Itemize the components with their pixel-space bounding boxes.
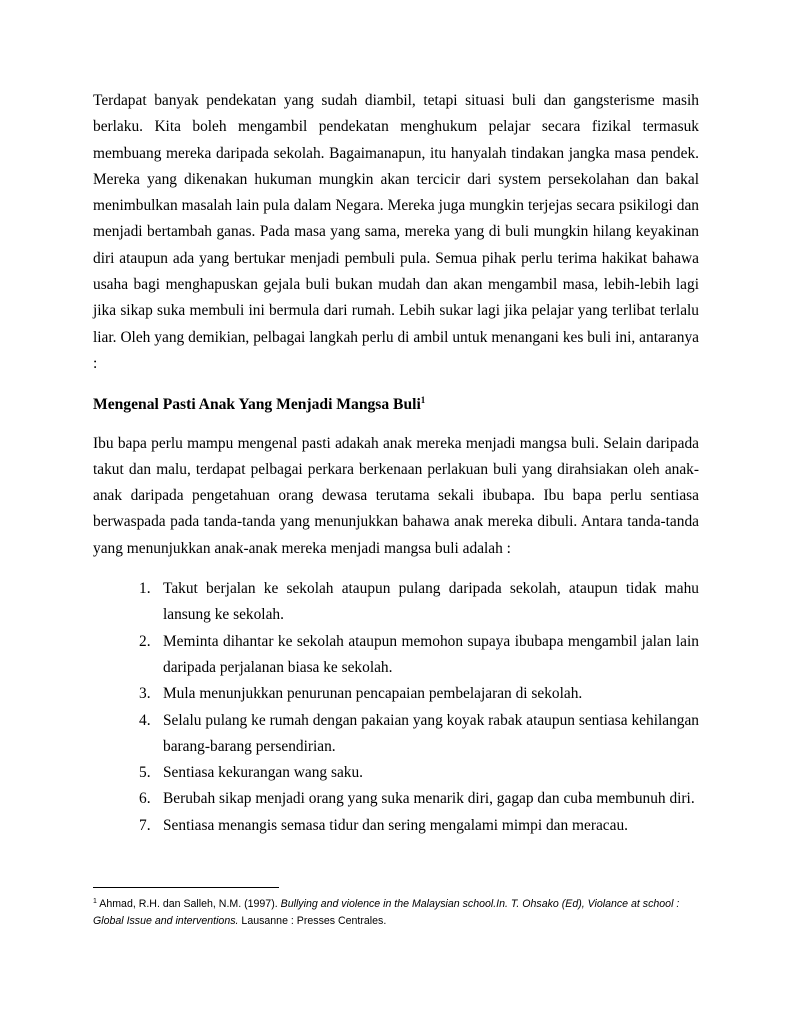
footnote xyxy=(93,896,699,930)
list-item-number: 4. xyxy=(139,711,151,729)
list-item-text: Takut berjalan ke sekolah ataupun pulang daripada sekolah, ataupun tidak mahu lansung ke sekolah. xyxy=(163,580,699,624)
footnote-authors: Ahmad, R.H. dan Salleh, N.M. (1997). xyxy=(99,898,278,910)
section-heading xyxy=(93,392,699,418)
list-item-number: 3. xyxy=(139,685,151,703)
list-item-text: Selalu pulang ke rumah dengan pakaian yang koyak rabak ataupun sentiasa kehilangan barang-barang persendirian. xyxy=(163,711,699,755)
list-item xyxy=(139,576,699,629)
footnote-title: Bullying and violence in the Malaysian school.In. T. Ohsako (Ed), Violance at school : Global Issue and interventions. xyxy=(93,898,680,927)
section-paragraph: Ibu bapa perlu mampu mengenal pasti adakah anak mereka menjadi mangsa buli. Selain daripada takut dan malu, terdapat pelbagai perkara berkenaan perlakuan buli yang dirahsiakan oleh anak-anak daripada pengetahuan orang dewasa terutama sekali ibubapa. Ibu bapa perlu sentiasa berwaspada pada tanda-tanda yang menunjukkan bahawa anak mereka dibuli. Antara tanda-tanda yang menunjukkan anak-anak mereka menjadi mangsa buli adalah : xyxy=(93,434,699,557)
list-item-text: Berubah sikap menjadi orang yang suka menarik diri, gagap dan cuba membunuh diri. xyxy=(163,790,695,808)
list-item xyxy=(139,681,699,707)
list-item xyxy=(139,760,699,786)
list-item-text: Sentiasa menangis semasa tidur dan sering mengalami mimpi dan meracau. xyxy=(163,816,629,834)
list-item-number: 2. xyxy=(139,632,151,650)
list-item xyxy=(139,786,699,812)
list-item-text: Sentiasa kekurangan wang saku. xyxy=(163,764,364,782)
list-item-number: 6. xyxy=(139,790,151,808)
body-text xyxy=(93,88,699,839)
intro-paragraph: Terdapat banyak pendekatan yang sudah diambil, tetapi situasi buli dan gangsterisme masih berlaku. Kita boleh mengambil pendekatan menghukum pelajar secara fizikal termasuk membuang mereka daripada sekolah. Bagaimanapun, itu hanyalah tindakan jangka masa pendek. Mereka yang dikenakan hukuman mungkin akan tercicir dari system persekolahan dan bakal menimbulkan masalah lain pula dalam Negara. Mereka juga mungkin terjejas secara psikilogi dan menjadi bertambah ganas. Pada masa yang sama, mereka yang di buli mungkin hilang keyakinan diri ataupun ada yang bertukar menjadi pembuli pula. Semua pihak perlu terima hakikat bahawa usaha bagi menghapuskan gejala buli bukan mudah dan akan mengambil masa, lebih-lebih lagi jika sikap suka membuli ini bermula dari rumah. Lebih sukar lagi jika pelajar yang terlibat terlalu liar. Oleh yang demikian, pelbagai langkah perlu di ambil untuk menangani kes buli ini, antaranya : xyxy=(93,92,699,372)
section-heading-text: Mengenal Pasti Anak Yang Menjadi Mangsa Buli xyxy=(93,396,421,414)
list-item xyxy=(139,813,699,839)
footnote-reference: 1 xyxy=(420,395,426,406)
footnote-publisher: Lausanne : Presses Centrales. xyxy=(241,915,387,927)
list-item-number: 5. xyxy=(139,764,151,782)
signs-list xyxy=(93,576,699,839)
list-item xyxy=(139,708,699,761)
list-item-number: 7. xyxy=(139,816,151,834)
list-item xyxy=(139,629,699,682)
list-item-text: Mula menunjukkan penurunan pencapaian pembelajaran di sekolah. xyxy=(163,685,583,703)
list-item-text: Meminta dihantar ke sekolah ataupun memohon supaya ibubapa mengambil jalan lain daripada perjalanan biasa ke sekolah. xyxy=(163,632,699,676)
footnote-mark: 1 xyxy=(93,898,97,905)
footnote-separator xyxy=(93,887,279,888)
list-item-number: 1. xyxy=(139,580,151,598)
